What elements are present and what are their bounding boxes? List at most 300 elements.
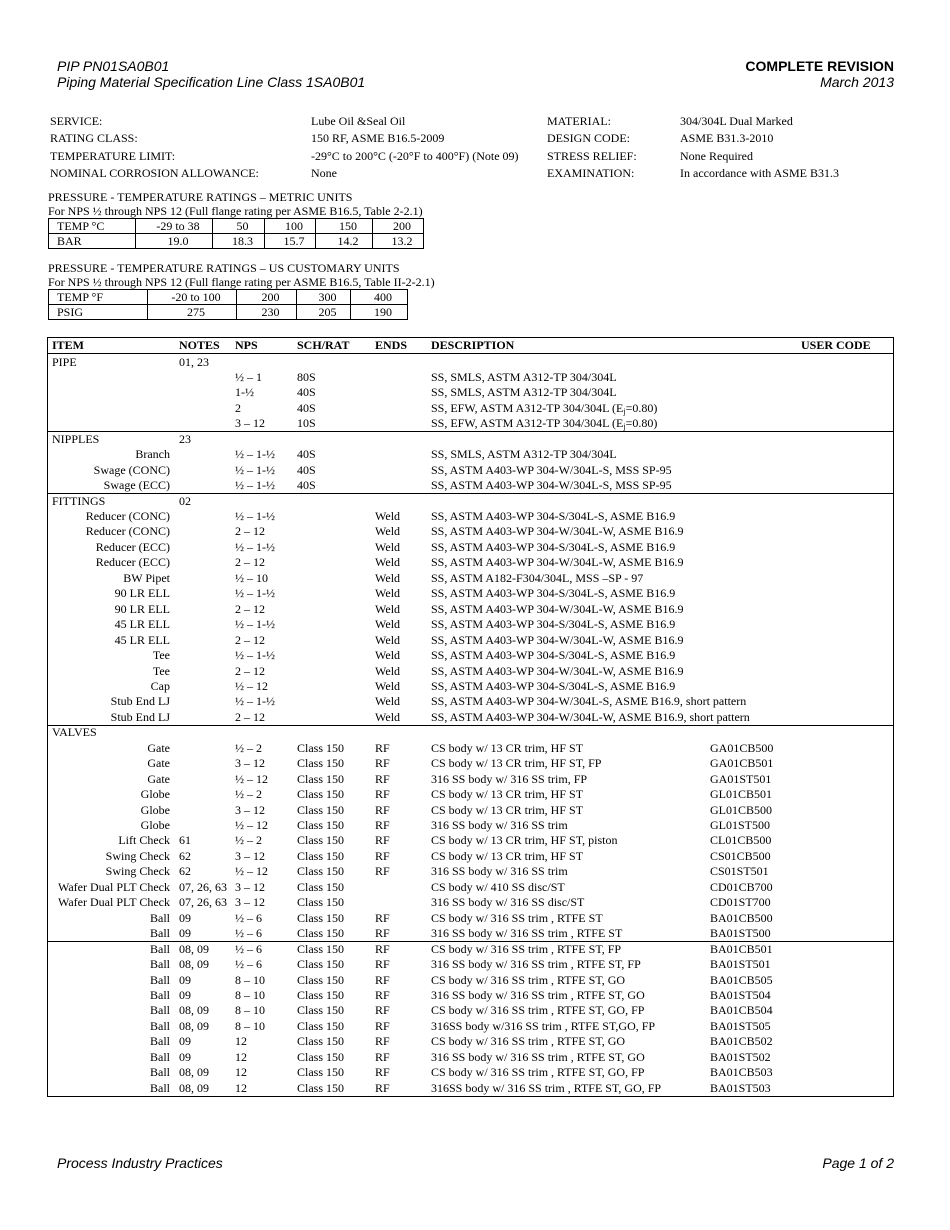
sch-rat-cell: Class 150 (297, 771, 345, 786)
nps-cell: ½ – 10 (235, 570, 268, 585)
nps-cell: ½ – 1-½ (235, 617, 275, 632)
valve-code-cell: CS01ST501 (710, 864, 769, 879)
table-row (48, 617, 893, 633)
description-subscript: j (623, 406, 626, 416)
valve-code-cell: BA01ST503 (710, 1080, 771, 1095)
item-cell: Reducer (ECC) (95, 539, 170, 554)
pt-us-pressure-cell: 205 (297, 305, 351, 320)
nps-cell: ½ – 12 (235, 864, 268, 879)
valve-code-cell: GA01CB501 (710, 756, 774, 771)
pt-us-temp-cell: -20 to 100 (148, 290, 237, 305)
nps-cell: 2 – 12 (235, 709, 265, 724)
table-row (48, 586, 893, 602)
pt-us-temp-cell: 400 (351, 290, 408, 305)
pt-metric-table (48, 218, 424, 249)
nps-cell: 8 – 10 (235, 1003, 265, 1018)
sch-rat-cell: Class 150 (297, 910, 345, 925)
description-cell (431, 833, 617, 849)
valve-code-cell: GA01CB500 (710, 740, 774, 755)
valve-code-cell: CS01CB500 (710, 848, 771, 863)
pt-us-temp-label: TEMP °F (49, 290, 148, 305)
sch-rat-cell: Class 150 (297, 833, 345, 848)
nps-cell: ½ – 6 (235, 926, 262, 941)
description-text: CS body w/ 316 SS trim , RTFE ST, GO, FP (431, 1065, 645, 1080)
table-row (48, 1003, 893, 1019)
description-text: 316 SS body w/ 316 SS trim , RTFE ST, FP (431, 957, 641, 972)
sch-rat-cell: Class 150 (297, 1018, 345, 1033)
category-row (48, 494, 893, 510)
description-text: CS body w/ 316 SS trim , RTFE ST, GO (431, 972, 626, 987)
sch-rat-cell: 40S (297, 447, 316, 462)
corrosion-allowance-value: None (311, 165, 337, 180)
valve-code-cell: BA01CB504 (710, 1003, 773, 1018)
table-row (48, 416, 893, 432)
stress-relief-value: None Required (680, 148, 753, 163)
table-row (48, 1050, 893, 1066)
description-text: SS, ASTM A403-WP 304-S/304L-S, ASME B16.9 (431, 509, 676, 523)
item-cell: Ball (150, 1065, 170, 1080)
ends-cell: Weld (375, 617, 401, 632)
ends-cell: Weld (375, 509, 401, 523)
ends-cell: RF (375, 972, 390, 987)
nps-cell: 3 – 12 (235, 879, 265, 894)
table-row (48, 833, 893, 849)
ends-cell: Weld (375, 570, 401, 585)
table-row (48, 478, 893, 494)
item-cell: 90 LR ELL (114, 586, 170, 601)
examination-value: In accordance with ASME B31.3 (680, 165, 839, 180)
document-title: Piping Material Specification Line Class 1SA0B01 (57, 74, 366, 90)
description-text: 316SS body w/ 316 SS trim , RTFE ST, GO, FP (431, 1080, 662, 1095)
notes-cell: 08, 09 (179, 1018, 209, 1033)
pt-us-table (48, 289, 408, 320)
pt-metric-temp-cell: -29 to 38 (136, 219, 213, 234)
ends-cell: RF (375, 987, 390, 1002)
pt-metric-pressure-label: BAR (49, 234, 136, 249)
table-row (48, 849, 893, 865)
description-cell (431, 385, 617, 401)
description-text: CS body w/ 316 SS trim , RTFE ST, FP (431, 941, 622, 956)
notes-cell: 02 (179, 493, 191, 508)
description-cell (431, 1065, 644, 1081)
nps-cell: ½ – 1-½ (235, 648, 275, 663)
table-row (48, 509, 893, 525)
valve-code-cell: CL01CB500 (710, 833, 772, 848)
description-tail: =0.80) (625, 400, 658, 415)
pt-metric-temp-cell: 100 (265, 219, 316, 234)
description-text: 316 SS body w/ 316 SS trim , RTFE ST, GO (431, 987, 645, 1002)
nps-cell: ½ – 1-½ (235, 586, 275, 601)
pt-metric-temp-cell: 150 (316, 219, 373, 234)
valve-code-cell: BA01ST500 (710, 926, 771, 941)
ends-cell: Weld (375, 601, 401, 616)
document-header-right (745, 58, 894, 90)
document-header-left (57, 58, 365, 90)
design-code-label: DESIGN CODE: (547, 131, 630, 146)
nps-cell: 8 – 10 (235, 987, 265, 1002)
notes-cell: 62 (179, 864, 191, 879)
description-text: SS, ASTM A403-WP 304-W/304L-W, ASME B16.9 (431, 601, 684, 616)
item-cell: Ball (150, 1049, 170, 1064)
description-cell (431, 586, 675, 602)
item-cell: Ball (150, 1003, 170, 1018)
table-row (48, 942, 893, 958)
service-label: SERVICE: (50, 114, 103, 128)
pt-us-pressure-cell: 190 (351, 305, 408, 320)
valve-code-cell: BA01ST505 (710, 1018, 771, 1033)
table-row (48, 694, 893, 710)
description-cell (431, 973, 625, 989)
table-row (48, 973, 893, 989)
description-cell (431, 926, 622, 942)
pt-metric-subtitle: For NPS ½ through NPS 12 (Full flange rating per ASME B16.5, Table 2-2.1) (48, 204, 423, 218)
nps-cell: 8 – 10 (235, 1018, 265, 1033)
sch-rat-cell: Class 150 (297, 895, 345, 910)
table-row (48, 463, 893, 479)
ends-cell: RF (375, 818, 390, 832)
item-cell: Ball (150, 1018, 170, 1033)
item-cell: Ball (150, 1034, 170, 1049)
description-cell (431, 633, 683, 649)
footer-publisher: Process Industry Practices (57, 1155, 223, 1171)
description-cell (431, 895, 584, 911)
pt-metric-temp-cell: 200 (373, 219, 424, 234)
rating-row (50, 130, 910, 147)
nps-cell: ½ – 2 (235, 740, 262, 755)
description-text: SS, ASTM A403-WP 304-S/304L-S, ASME B16.9 (431, 539, 676, 554)
description-text: 316 SS body w/ 316 SS disc/ST (431, 895, 585, 910)
description-cell (431, 617, 675, 633)
description-text: SS, ASTM A403-WP 304-W/304L-W, ASME B16.9 (431, 555, 684, 570)
sch-rat-cell: 80S (297, 369, 316, 384)
sch-rat-cell: 10S (297, 416, 316, 431)
item-cell: Ball (150, 910, 170, 925)
item-cell: Tee (152, 648, 170, 663)
notes-cell: 09 (179, 1049, 191, 1064)
nps-cell: ½ – 12 (235, 678, 268, 693)
table-row (48, 648, 893, 664)
description-cell (431, 741, 583, 757)
nps-cell: 2 (235, 400, 241, 415)
item-cell: Swage (CONC) (93, 462, 170, 477)
description-tail: =0.80) (625, 416, 658, 431)
nps-cell: 3 – 12 (235, 848, 265, 863)
nps-cell: ½ – 1-½ (235, 462, 275, 477)
table-row (48, 679, 893, 695)
table-row (48, 957, 893, 973)
header-nps: NPS (235, 338, 258, 352)
item-cell: Gate (147, 771, 170, 786)
nps-cell: 8 – 10 (235, 972, 265, 987)
pt-metric-temp-cell: 50 (213, 219, 265, 234)
nps-cell: ½ – 6 (235, 957, 262, 972)
pt-metric-temp-row (49, 219, 424, 234)
item-cell: VALVES (52, 725, 97, 740)
table-row (48, 571, 893, 587)
description-text: SS, ASTM A403-WP 304-W/304L-W, ASME B16.9 (431, 524, 684, 539)
valve-code-cell: BA01CB500 (710, 910, 773, 925)
ends-cell: RF (375, 756, 390, 771)
sch-rat-cell: Class 150 (297, 1034, 345, 1049)
table-row (48, 880, 893, 896)
header-description: DESCRIPTION (431, 338, 515, 352)
nps-cell: 2 – 12 (235, 663, 265, 678)
ends-cell: RF (375, 740, 390, 755)
table-row (48, 447, 893, 463)
description-cell (431, 803, 583, 819)
description-cell (431, 787, 583, 803)
sch-rat-cell: Class 150 (297, 879, 345, 894)
valve-code-cell: BA01ST504 (710, 987, 771, 1002)
ends-cell: Weld (375, 539, 401, 554)
table-row (48, 540, 893, 556)
ends-cell: RF (375, 1049, 390, 1064)
nps-cell: ½ – 6 (235, 910, 262, 925)
item-cell: Stub End LJ (110, 709, 170, 724)
pt-metric-pressure-cell: 15.7 (265, 234, 316, 249)
description-text: 316 SS body w/ 316 SS trim , RTFE ST (431, 926, 623, 941)
notes-cell: 08, 09 (179, 1003, 209, 1018)
valve-code-cell: CD01ST700 (710, 895, 771, 910)
description-cell (431, 911, 603, 927)
table-row (48, 741, 893, 757)
description-text: CS body w/ 13 CR trim, HF ST (431, 740, 584, 755)
notes-cell: 09 (179, 926, 191, 941)
table-row (48, 710, 893, 726)
item-cell: Globe (140, 818, 170, 832)
item-cell: Swing Check (105, 848, 170, 863)
sch-rat-cell: Class 150 (297, 740, 345, 755)
notes-cell: 08, 09 (179, 957, 209, 972)
description-text: CS body w/ 316 SS trim , RTFE ST (431, 910, 603, 925)
category-row (48, 725, 893, 741)
description-text: SS, EFW, ASTM A312-TP 304/304L (E (431, 400, 624, 415)
description-text: SS, ASTM A182-F304/304L, MSS –SP - 97 (431, 570, 644, 585)
pt-metric-pressure-row (49, 234, 424, 249)
valve-code-cell: BA01ST501 (710, 957, 771, 972)
description-cell (431, 540, 675, 556)
description-text: SS, ASTM A403-WP 304-W/304L-W, ASME B16.9 (431, 632, 684, 647)
table-row (48, 756, 893, 772)
sch-rat-cell: Class 150 (297, 848, 345, 863)
description-text: CS body w/ 316 SS trim , RTFE ST, GO, FP (431, 1003, 645, 1018)
item-cell: Ball (150, 987, 170, 1002)
item-cell: Ball (150, 941, 170, 956)
nps-cell: ½ – 1-½ (235, 478, 275, 493)
pt-ratings-metric (48, 190, 424, 249)
ends-cell: RF (375, 910, 390, 925)
sch-rat-cell: 40S (297, 462, 316, 477)
nps-cell: 12 (235, 1049, 247, 1064)
nps-cell: 1-½ (235, 385, 254, 400)
ends-cell: RF (375, 802, 390, 817)
examination-label: EXAMINATION: (547, 165, 635, 180)
ends-cell: RF (375, 864, 390, 879)
ends-cell: Weld (375, 663, 401, 678)
nps-cell: 3 – 12 (235, 802, 265, 817)
description-cell (431, 756, 601, 772)
item-cell: Ball (150, 1080, 170, 1095)
component-table (47, 337, 894, 1097)
item-cell: Branch (135, 447, 170, 462)
description-cell (431, 509, 675, 525)
header-user-code: USER CODE (801, 338, 871, 352)
description-text: 316 SS body w/ 316 SS trim, FP (431, 771, 588, 786)
pt-metric-pressure-cell: 19.0 (136, 234, 213, 249)
nps-cell: 12 (235, 1065, 247, 1080)
table-row (48, 787, 893, 803)
description-text: SS, ASTM A403-WP 304-W/304L-W, ASME B16.9 (431, 663, 684, 678)
item-cell: Stub End LJ (110, 694, 170, 709)
service-info-block (50, 113, 910, 182)
item-cell: Tee (152, 663, 170, 678)
table-row (48, 633, 893, 649)
table-row (48, 926, 893, 942)
pt-us-pressure-cell: 275 (148, 305, 237, 320)
sch-rat-cell: Class 150 (297, 957, 345, 972)
nps-cell: 3 – 12 (235, 756, 265, 771)
item-cell: Reducer (ECC) (95, 555, 170, 570)
description-cell (431, 447, 617, 463)
description-text: SS, ASTM A403-WP 304-W/304L-S, MSS SP-95 (431, 462, 672, 477)
description-text: 316SS body w/316 SS trim , RTFE ST,GO, FP (431, 1018, 656, 1033)
description-text: SS, SMLS, ASTM A312-TP 304/304L (431, 385, 617, 400)
nps-cell: ½ – 1-½ (235, 539, 275, 554)
notes-cell: 08, 09 (179, 941, 209, 956)
ends-cell: Weld (375, 709, 401, 724)
nps-cell: 3 – 12 (235, 416, 265, 431)
nps-cell: ½ – 1-½ (235, 447, 275, 462)
table-row (48, 864, 893, 880)
pt-ratings-us (48, 261, 435, 320)
valve-code-cell: GL01CB501 (710, 787, 773, 802)
table-row (48, 818, 893, 834)
notes-cell: 09 (179, 972, 191, 987)
description-text: SS, ASTM A403-WP 304-S/304L-S, ASME B16.9 (431, 678, 676, 693)
sch-rat-cell: Class 150 (297, 802, 345, 817)
sch-rat-cell: Class 150 (297, 941, 345, 956)
material-value: 304/304L Dual Marked (680, 114, 793, 128)
ends-cell: RF (375, 941, 390, 956)
item-cell: BW Pipet (123, 570, 170, 585)
notes-cell: 01, 23 (179, 354, 209, 369)
description-cell (431, 942, 621, 958)
ends-cell: RF (375, 1034, 390, 1049)
pt-metric-pressure-cell: 13.2 (373, 234, 424, 249)
sch-rat-cell: Class 150 (297, 972, 345, 987)
temperature-limit-value: -29°C to 200°C (-20°F to 400°F) (Note 09) (311, 148, 519, 163)
item-cell: 45 LR ELL (114, 617, 170, 632)
item-cell: Reducer (CONC) (85, 509, 170, 523)
category-row (48, 432, 893, 448)
notes-cell: 61 (179, 833, 191, 848)
description-cell (431, 694, 746, 710)
description-text: 316 SS body w/ 316 SS trim (431, 818, 568, 832)
ends-cell: Weld (375, 586, 401, 601)
pt-us-subtitle: For NPS ½ through NPS 12 (Full flange rating per ASME B16.5, Table II-2-2.1) (48, 275, 435, 289)
document-id: PIP PN01SA0B01 (57, 58, 170, 74)
stress-relief-label: STRESS RELIEF: (547, 148, 637, 163)
table-row (48, 895, 893, 911)
description-text: CS body w/ 410 SS disc/ST (431, 879, 565, 894)
table-row (48, 1081, 893, 1097)
pt-metric-temp-label: TEMP °C (49, 219, 136, 234)
nps-cell: ½ – 1-½ (235, 694, 275, 709)
description-cell (431, 1019, 655, 1035)
ends-cell: Weld (375, 678, 401, 693)
nps-cell: ½ – 1 (235, 369, 262, 384)
nps-cell: ½ – 12 (235, 771, 268, 786)
item-cell: Gate (147, 756, 170, 771)
nps-cell: 2 – 12 (235, 524, 265, 539)
notes-cell: 09 (179, 1034, 191, 1049)
description-text: SS, EFW, ASTM A312-TP 304/304L (E (431, 416, 624, 431)
item-cell: PIPE (52, 354, 77, 369)
description-text: SS, SMLS, ASTM A312-TP 304/304L (431, 447, 617, 462)
description-text: SS, ASTM A403-WP 304-W/304L-W, ASME B16.9, short pattern (431, 709, 750, 724)
ends-cell: RF (375, 1018, 390, 1033)
notes-cell: 09 (179, 910, 191, 925)
description-cell (431, 1081, 661, 1097)
nps-cell: ½ – 2 (235, 787, 262, 802)
sch-rat-cell: 40S (297, 400, 316, 415)
sch-rat-cell: 40S (297, 478, 316, 493)
description-cell (431, 849, 583, 865)
service-row (50, 113, 910, 130)
description-cell (431, 679, 675, 695)
table-row (48, 1034, 893, 1050)
description-text: SS, ASTM A403-WP 304-S/304L-S, ASME B16.9 (431, 617, 676, 632)
description-text: CS body w/ 13 CR trim, HF ST (431, 848, 584, 863)
table-row (48, 401, 893, 417)
nps-cell: ½ – 1-½ (235, 509, 275, 523)
sch-rat-cell: Class 150 (297, 1080, 345, 1095)
ends-cell: RF (375, 771, 390, 786)
pt-metric-pressure-cell: 14.2 (316, 234, 373, 249)
table-row (48, 602, 893, 618)
description-cell (431, 648, 675, 664)
rating-class-value: 150 RF, ASME B16.5-2009 (311, 131, 445, 146)
table-row (48, 555, 893, 571)
item-cell: Ball (150, 972, 170, 987)
valve-code-cell: BA01CB505 (710, 972, 773, 987)
pt-us-title: PRESSURE - TEMPERATURE RATINGS – US CUSTOMARY UNITS (48, 261, 400, 275)
table-row (48, 385, 893, 401)
description-text: 316 SS body w/ 316 SS trim (431, 864, 568, 879)
service-value: Lube Oil &Seal Oil (311, 114, 406, 128)
item-cell: Gate (147, 740, 170, 755)
valve-code-cell: GL01ST500 (710, 818, 770, 832)
table-row (48, 772, 893, 788)
nps-cell: 3 – 12 (235, 895, 265, 910)
design-code-value: ASME B31.3-2010 (680, 131, 774, 146)
temperature-limit-label: TEMPERATURE LIMIT: (50, 148, 176, 163)
sch-rat-cell: Class 150 (297, 1003, 345, 1018)
table-row (48, 524, 893, 540)
notes-cell: 07, 26, 63 (179, 895, 227, 910)
item-cell: Ball (150, 926, 170, 941)
ends-cell: RF (375, 926, 390, 941)
valve-code-cell: GA01ST501 (710, 771, 772, 786)
table-row (48, 664, 893, 680)
item-cell: Reducer (CONC) (85, 524, 170, 539)
pt-us-pressure-label: PSIG (49, 305, 148, 320)
item-cell: Globe (140, 802, 170, 817)
item-cell: FITTINGS (52, 493, 106, 508)
description-subscript: j (623, 422, 626, 432)
description-cell (431, 957, 641, 973)
description-cell (431, 664, 683, 680)
